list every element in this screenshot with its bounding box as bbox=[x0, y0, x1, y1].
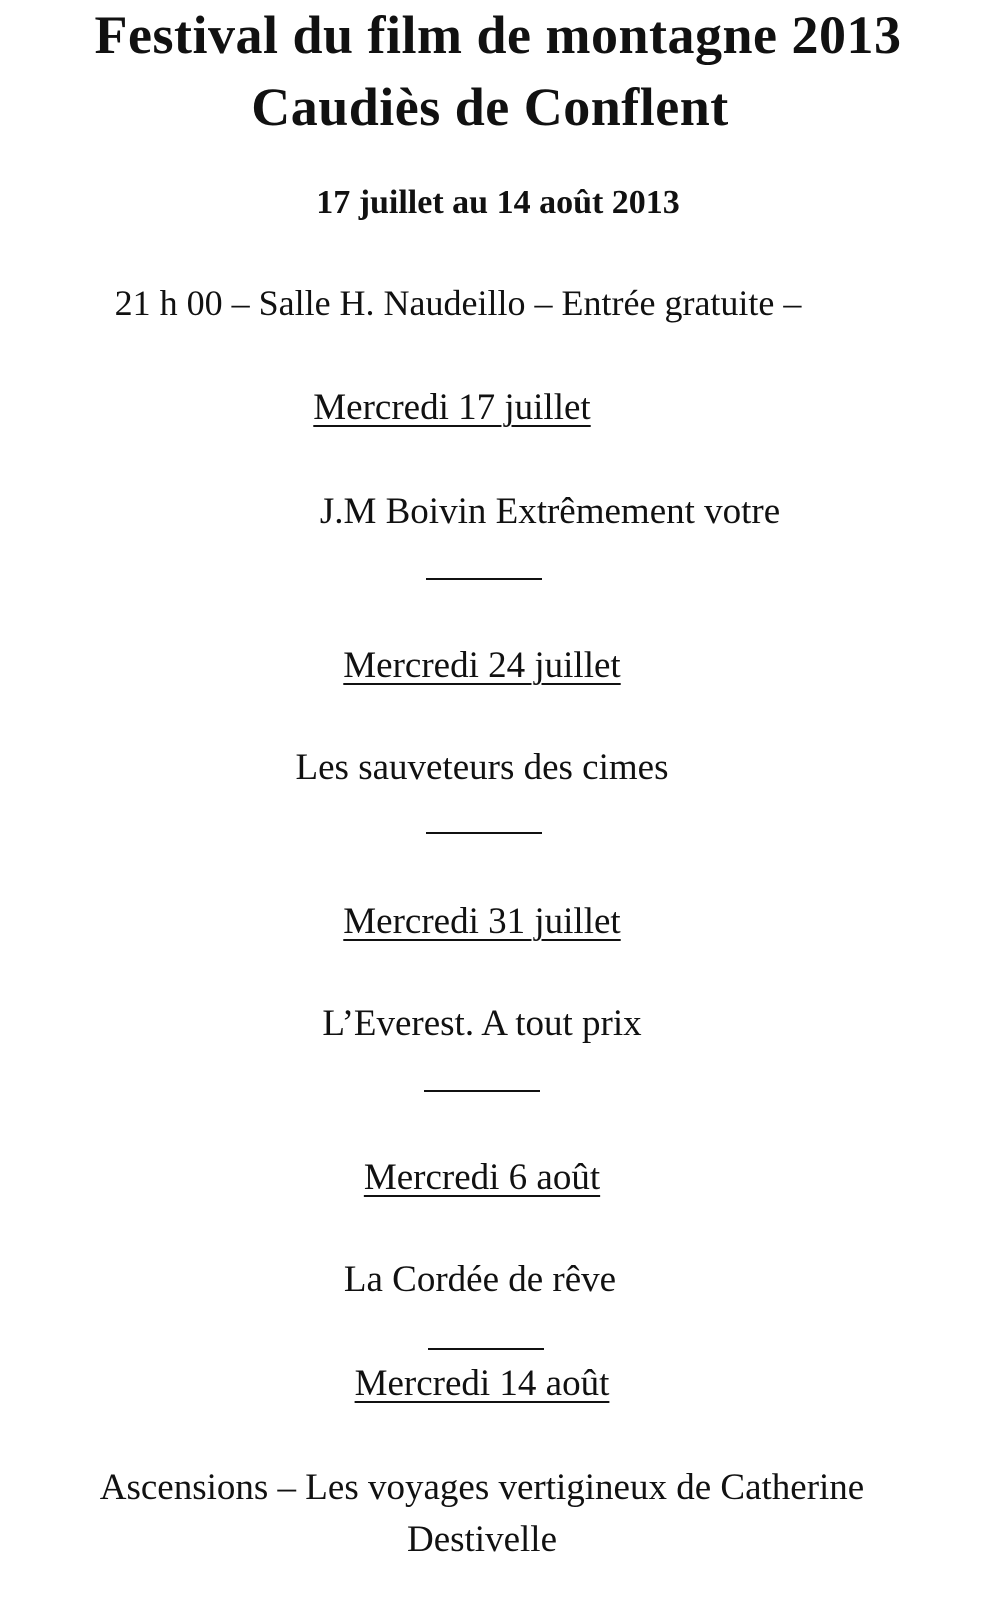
screening-date: Mercredi 24 juillet bbox=[343, 645, 621, 686]
separator-line bbox=[428, 1348, 544, 1350]
film-title: Ascensions – Les voyages vertigineux de Catherine bbox=[99, 1467, 865, 1508]
festival-title: Festival du film de montagne 2013 bbox=[94, 5, 902, 65]
film-title: L’Everest. A tout prix bbox=[322, 1003, 642, 1044]
film-title-continued: Destivelle bbox=[406, 1519, 557, 1560]
screening-date: Mercredi 6 août bbox=[363, 1157, 601, 1198]
screening-date: Mercredi 31 juillet bbox=[343, 901, 621, 942]
festival-period: 17 juillet au 14 août 2013 bbox=[316, 184, 680, 221]
film-title: J.M Boivin Extrêmement votre bbox=[319, 491, 781, 532]
separator-line bbox=[424, 1090, 540, 1092]
festival-location: Caudiès de Conflent bbox=[251, 77, 729, 137]
film-title: La Cordée de rêve bbox=[343, 1259, 617, 1300]
screening-date: Mercredi 14 août bbox=[354, 1363, 610, 1404]
film-title: Les sauveteurs des cimes bbox=[295, 747, 669, 788]
screening-info: 21 h 00 – Salle H. Naudeillo – Entrée gratuite – bbox=[114, 283, 802, 323]
separator-line bbox=[426, 578, 542, 580]
separator-line bbox=[426, 832, 542, 834]
screening-date: Mercredi 17 juillet bbox=[313, 387, 591, 428]
